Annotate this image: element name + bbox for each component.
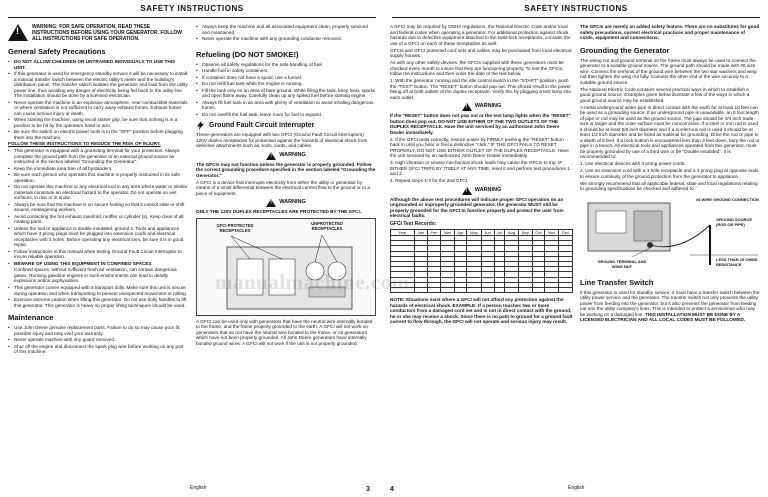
- table-header-cell: Nov: [545, 229, 559, 236]
- list-item: • Be sure each person who operates this machine is properly instructed in its safe operation.: [8, 172, 188, 183]
- page-header-left: SAFETY INSTRUCTIONS: [8, 4, 376, 18]
- col3-step2: 2. If the GFCI tests correctly, restore power by FIRMLY pushing the "RESET" button back in until you hear or feel a distinctive "click." IF THE GFCI FAILS TO RESET PROPERLY, DO NOT USE EITHER OUTLET OF THE DUPLEX RECEPTACLE. Have the unit serviced by an authorized John Deere Dealer immediately.: [390, 136, 569, 158]
- warning-icon: [462, 187, 472, 195]
- list-item: • Do not refill fuel tank while the engine is running.: [196, 81, 376, 87]
- test-records-title: GFCI Test Records:: [390, 220, 437, 227]
- list-item: • Be sure the switch on electric power tools is in the "OFF" position before plugging them into the machine.: [8, 129, 188, 140]
- footer-language-left: English: [190, 485, 207, 491]
- footer-language-right: English: [568, 485, 585, 491]
- col3-step4: 4. Repeat steps 1-3 for the 2nd GFCI.: [390, 178, 469, 183]
- table-cell: [545, 287, 559, 292]
- list-item: • Always keep the machine and all associated equipment clean, properly serviced and maintained.: [196, 24, 376, 35]
- table-header-cell: Feb: [427, 229, 441, 236]
- gfci-receptacle-figure: [196, 218, 376, 316]
- col4-p1: The wiring nut and ground terminal on the frame must always be used to connect the generator to a suitable ground source. The ground path should be made with #8 size wire. Connect the terminal of the ground wire between the two star washers and wing nut then tighten the wing nut fully. Connect the other end of the wire securely to a suitable ground source.: [580, 57, 757, 85]
- col3-bold2: Although the above test procedures will indicate proper GFCI operation on an ungrounded or improperly grounded generator, the generator MUST still be properly grounded for the GFCI to function properly and protect the user from electrical faults.: [390, 196, 564, 218]
- col3-bold1: If the "RESET" button does not pop out or the test lamp lights when the "RESET" button does pop out, DO NOT USE EITHER OF THE TWO OUTLETS OF THE DUPLEX RECEPTACLE. Have the unit serviced by an authorized John Deere Dealer immediately.: [390, 113, 571, 135]
- col4-p2: The National Electric Code contains several practical ways in which to establish a good ground source. Examples given below illustrate a few of the ways in which a good ground source may be established.: [580, 86, 750, 103]
- list-item: • BEWARE OF USING THIS EQUIPMENT IN CONFINED SPACES: [8, 261, 188, 267]
- gfci-p2: A GFCI is a device that interrupts electricity from either the utility or generator by means of a small differential between the electrical current flow to the ground or to a piece of equipment.: [196, 179, 370, 196]
- list-item: • Fill the tank only on an area of bare ground. While filling the tank, keep heat, sparks and open flame away. Carefully clean up any spilled fuel before starting engine.: [196, 88, 376, 99]
- table-cell: [518, 287, 532, 292]
- grounding-figure: [580, 195, 760, 273]
- table-header-cell: Jan: [415, 229, 428, 236]
- lts-text: [580, 290, 760, 323]
- column-3: [390, 24, 573, 326]
- table-header-cell: Dec: [559, 229, 573, 236]
- refuel-title: Refueling (DO NOT SMOKE!): [196, 49, 299, 59]
- column-1: [8, 24, 188, 356]
- list-item: • Always fill fuel tank in an area with plenty of ventilation to avoid inhaling dangerous fumes.: [196, 100, 376, 111]
- col4-rec1: 1. Use electrical devices with 3 prong power cords.: [580, 161, 686, 166]
- gfci-title: Ground Fault Circuit Interrupter: [209, 121, 315, 129]
- gfci-protected-label: GFCI PROTECTED RECEPTACLES: [216, 222, 254, 233]
- col3-p1: A GFCI may be required by OSHA regulations, the National Electric Code and/or local and federal codes when operating a generator. For additional protection against shock hazards due to defective equipment attached to the twist-lock receptacles, consider the use of a GFCI on each of these receptacles as well.: [390, 24, 571, 46]
- list-item: • Always be sure that the machine is on secure footing so that it cannot slide or shift around, endangering workers.: [8, 202, 188, 213]
- col3-note: NOTE: Situations exist where a GFCI will not afford any protection against the hazards of electrical shock. EXAMPLE: If a person touches two or more conductors from a damaged cord set and is not in direct contact with the ground, he or she may receive a shock. Since there is no path to ground for a ground fault current to flow through, the GFCI will not operate and serious injury may result.: [390, 297, 573, 325]
- list-item: • When starting the machine, using recoil starter grip, be sure that nothing is in a position to be hit by the operators hand or arm.: [8, 117, 188, 128]
- table-header-cell: Jul: [494, 229, 504, 236]
- unprotected-label: UNPROTECTED RECEPTACLES: [311, 220, 343, 231]
- general-list-3: [8, 285, 188, 308]
- list-item: • Handle fuel in safety containers.: [196, 68, 376, 74]
- table-header-cell: Oct: [532, 229, 544, 236]
- table-header-cell: Mar: [441, 229, 454, 236]
- col3-step1: 1. With the generator running and the idle control switch in the "START" position, push the "TEST" button. The "RESET" button should pop out. This should result in the power being off at both outlets of the duplex receptacle. Verify this by plugging a test lamp into each outlet.: [390, 78, 572, 100]
- col2-top-list: [196, 24, 376, 42]
- table-cell: [481, 287, 494, 292]
- list-item: • DO NOT ALLOW CHILDREN OR UNTRAINED INDIVIDUALS TO USE THIS UNIT.: [8, 59, 188, 70]
- list-item: • Never operate machine with any guard removed.: [8, 337, 188, 343]
- table-cell: [467, 287, 482, 292]
- col3-p3: As with any other safety devices, the GFCIs supplied with these generators must be checked every month to insure that they are functioning properly. To test the GFCIs, follow the instructions and then order the date of the test below.: [390, 60, 564, 76]
- warning-icon: [266, 199, 276, 207]
- warning-icon: [8, 24, 28, 41]
- table-header-cell: Jun: [481, 229, 494, 236]
- warning-label-text: WARNING: [279, 151, 306, 158]
- col3-p2: GFCIs and GFCI protected cord sets and cables may be purchased from local electrical supply houses.: [390, 47, 572, 58]
- gfci-warning-label-2: [196, 199, 376, 207]
- list-item: • This generator comes equipped with a transport dolly. Make sure this unit is secure during operation and when transporting to prevent unexpected movement or rolling.: [8, 285, 188, 296]
- warning-icon: [462, 103, 472, 111]
- warning-label-text: WARNING: [474, 103, 502, 110]
- page-header-right: SAFETY INSTRUCTIONS: [392, 4, 760, 18]
- grounding-title: Grounding the Generator: [580, 45, 670, 55]
- page-right: [384, 0, 768, 497]
- list-item: • Keep the immediate area free of all bystanders.: [8, 166, 188, 172]
- wire-label: #8 WIRE GROUND CONNECTION: [696, 196, 759, 202]
- gfci-bold2: ONLY THE 120V DUPLEX RECEPTACLES ARE PROTECTED BY THE GFCI.: [196, 209, 362, 214]
- warning-label-text: WARNING: [279, 199, 306, 206]
- general-title: General Safety Precautions: [8, 47, 106, 56]
- maintenance-list: [8, 325, 188, 355]
- gfci-bold1: The GFCIs may not function unless the generator is properly grounded. Follow the correct grounding procedure specified in the section labeled "Grounding the Generator.": [196, 161, 376, 178]
- gfci-test-records-table: [390, 229, 573, 294]
- maintenance-title: Maintenance: [8, 313, 54, 322]
- list-item: • If container does not have a spout, use a funnel.: [196, 75, 376, 81]
- list-item: • This generator is equipped with a grounding terminal for your protection. Always complete the ground path from the generator to an external ground source as instructed in the section labeled "Grounding the Generator".: [8, 148, 188, 165]
- confined-text: Confined spaces, without sufficient fresh air ventilation, can contain dangerous gases. Running gasoline engines in such environments can lead to deadly explosions and/or asphyxiation.: [14, 267, 177, 283]
- list-item: • Do not overfill the fuel tank, leave room for fuel to expand.: [196, 112, 376, 118]
- column-4: [580, 24, 760, 324]
- table-header-cell: Aug: [504, 229, 518, 236]
- col4-rec2: 2. Use an extension cord with a 3 hole receptacle and a 3 prong plug at opposite ends to ensure continuity of the ground protection from the generator to appliance.: [580, 168, 759, 179]
- follow-instructions: FOLLOW THESE INSTRUCTIONS TO REDUCE THE RISK OF INJURY.: [8, 141, 161, 146]
- gfci-warning-label: [196, 152, 376, 160]
- lts-paragraph: If this generator is used for standby service, it must have a transfer switch between the utility power service and the generator. The transfer switch not only prevents the utility power from feeding into the generator, but it also prevents the generator from feeding out into the utility company's lines. This is intended to protect a serviceman who may be working on a damaged line.: [580, 289, 760, 317]
- table-cell: [415, 287, 428, 292]
- col3-step3: 3. High vibration or severe mechanical shock loads may cause the GFCIs to trip. IF EITHER GFCI TRIPS BY ITSELF AT ANY TIME, reset it and perform test procedures 1. and 2.: [390, 160, 572, 176]
- table-cell: [559, 287, 573, 292]
- page-number-right: 4: [390, 486, 394, 493]
- general-list: [8, 59, 188, 140]
- col3-warning-label: [390, 103, 573, 111]
- ground-source-label: GROUND SOURCE (ROD OR PIPE): [716, 216, 753, 227]
- col4-p3: A metal underground water pipe in direct contact with the earth for at least 10 feet can be used as a grounding source. If an underground pipe is unavailable, an 8 foot length of pipe or rod may be used as the ground source. The pipe should be 3/4 inch trade size or larger and the outer surface must be noncorrosive. If a steel or iron rod is used it should be at least 5/8 inch diameter and if a nonferrous rod is used it should be at least 1/2 inch diameter and be listed as material for grounding. Drive the rod or pipe to a depth of 8 feet. If a rock bottom is encountered less than 4 feet down, bury the rod or pipe in a trench. All electrical tools and appliances operated from this generator, must be properly grounded by use of a third wire or be "Double Insulated". It is recommended to:: [580, 104, 760, 159]
- list-item: • Shut off the engine and disconnect the spark plug wire before working on any part of this machine.: [8, 344, 188, 355]
- list-item: • Do not operate this machine or any electrical tool in any area where water or similar materials constitute an electrical hazard to the operator. Do not operate on wet surfaces, in rain or in snow.: [8, 184, 188, 201]
- gfci-p1: These generators are equipped with two GFCI (Ground Fault Circuit Interrupters) 120V duplex receptacles for protection against the hazards of electrical shock from defective attachments such as, tools, cords, and cables.: [196, 132, 368, 148]
- table-cell: [494, 287, 504, 292]
- gfci-p3: A GFCI can be used only with generators that have the neutral wire internally bonded to the frame, and the frame properly grounded to the earth. A GFCI will not work on generators that do not have the neutral wire bonded to the frame, or on generators which have not been properly grounded. All John Deere generators have internally bonded ground wires. A GFCI will not work if the unit is not properly grounded.: [196, 318, 373, 346]
- refuel-list: [196, 62, 376, 118]
- col4-intro: The GFCIs are merely an added safety feature. There are no substitutes for good safety precautions, correct electrical practices and proper maintenance of cords, equipment and connections.: [580, 24, 760, 40]
- table-cell: [427, 287, 441, 292]
- table-header-cell: Year: [391, 229, 415, 236]
- table-header-cell: Sep: [518, 229, 532, 236]
- top-warning: [8, 24, 188, 42]
- list-item: • Use John Deere genuine replacement parts. Failure to do so may cause poor fit, possible injury and may void your warranty.: [8, 325, 188, 336]
- table-row: [391, 287, 573, 292]
- list-item: • Follow instructions in this manual when testing Ground Fault Circuit Interrupter to insure reliable operation.: [8, 249, 188, 260]
- lightning-icon: [196, 121, 205, 130]
- table-header-cell: Apr: [454, 229, 466, 236]
- gfci-heading: [196, 121, 376, 130]
- col3-warning-label-2: [390, 187, 573, 195]
- ground-terminal-label: GROUND TERMINAL AND WING NUT: [597, 258, 647, 269]
- top-warning-text: WARNING: FOR SAFE OPERATION, READ THESE INSTRUCTIONS BEFORE USING YOUR GENERATOR. FOLLOW ALL INSTRUCTIONS FOR SAFE OPERATION.: [32, 24, 183, 42]
- general-list-2: [8, 148, 188, 266]
- list-item: • Observe all safety regulations for the safe handling of fuel.: [196, 62, 376, 68]
- table-cell: [454, 287, 466, 292]
- column-2: [196, 24, 376, 348]
- table-body: [391, 236, 573, 293]
- page-number-left: 3: [366, 486, 370, 493]
- table-cell: [504, 287, 518, 292]
- list-item: • If this generator is used for emergency standby service it will be necessary to install a manual transfer switch between the electric utility's meter and the building's distribution panel. The transfer switch isolates the generator and load from the utility power line, thus avoiding any danger of electricity being fed back to the utility line. The installation should be done by a licensed electrician.: [8, 71, 188, 99]
- table-cell: [441, 287, 454, 292]
- list-item: • Unless the tool or appliance is double insulated, ground it. Tools and appliances which have 3 prong plugs must be plugged into extension cords and electrical receptacles with 3 holes. Before operating any electrical item, be sure it is in good repair.: [8, 226, 188, 248]
- lts-bold: THIS INSTALLATION MUST BE DONE BY A LICENSED ELECTRICIAN AND ALL LOCAL CODES MUST BE FOLLOWED.: [580, 311, 746, 322]
- warning-icon: [266, 152, 276, 160]
- watermark: manualmachine.com: [215, 270, 410, 294]
- list-item: • Never operate the machine with any grounding conductor removed.: [196, 36, 376, 42]
- warning-label-text: WARNING: [474, 186, 502, 193]
- resistance-label: LESS THAN 25 OHMS RESISTANCE: [716, 256, 758, 267]
- col4-p4: We strongly recommend that all applicable federal, state and local regulations relating to grounding specifications be checked and adhered to.: [580, 180, 758, 191]
- line-transfer-title: Line Transfer Switch: [580, 277, 654, 287]
- table-cell: [532, 287, 544, 292]
- list-item: • Avoid contacting the hot exhaust manifold, muffler or cylinder (s). Keep clear of all rotating parts.: [8, 214, 188, 225]
- table-header-cell: May: [467, 229, 482, 236]
- list-item: • Exercise extreme caution when lifting this generator. Do not use dolly handles to lift this generator. This generator is heavy so proper lifting techniques should be used.: [8, 297, 188, 308]
- list-item: • Never operate the machine in an explosive atmosphere, near combustible materials or where ventilation is not sufficient to carry away exhaust fumes. Exhaust fumes can cause serious injury or death.: [8, 100, 188, 117]
